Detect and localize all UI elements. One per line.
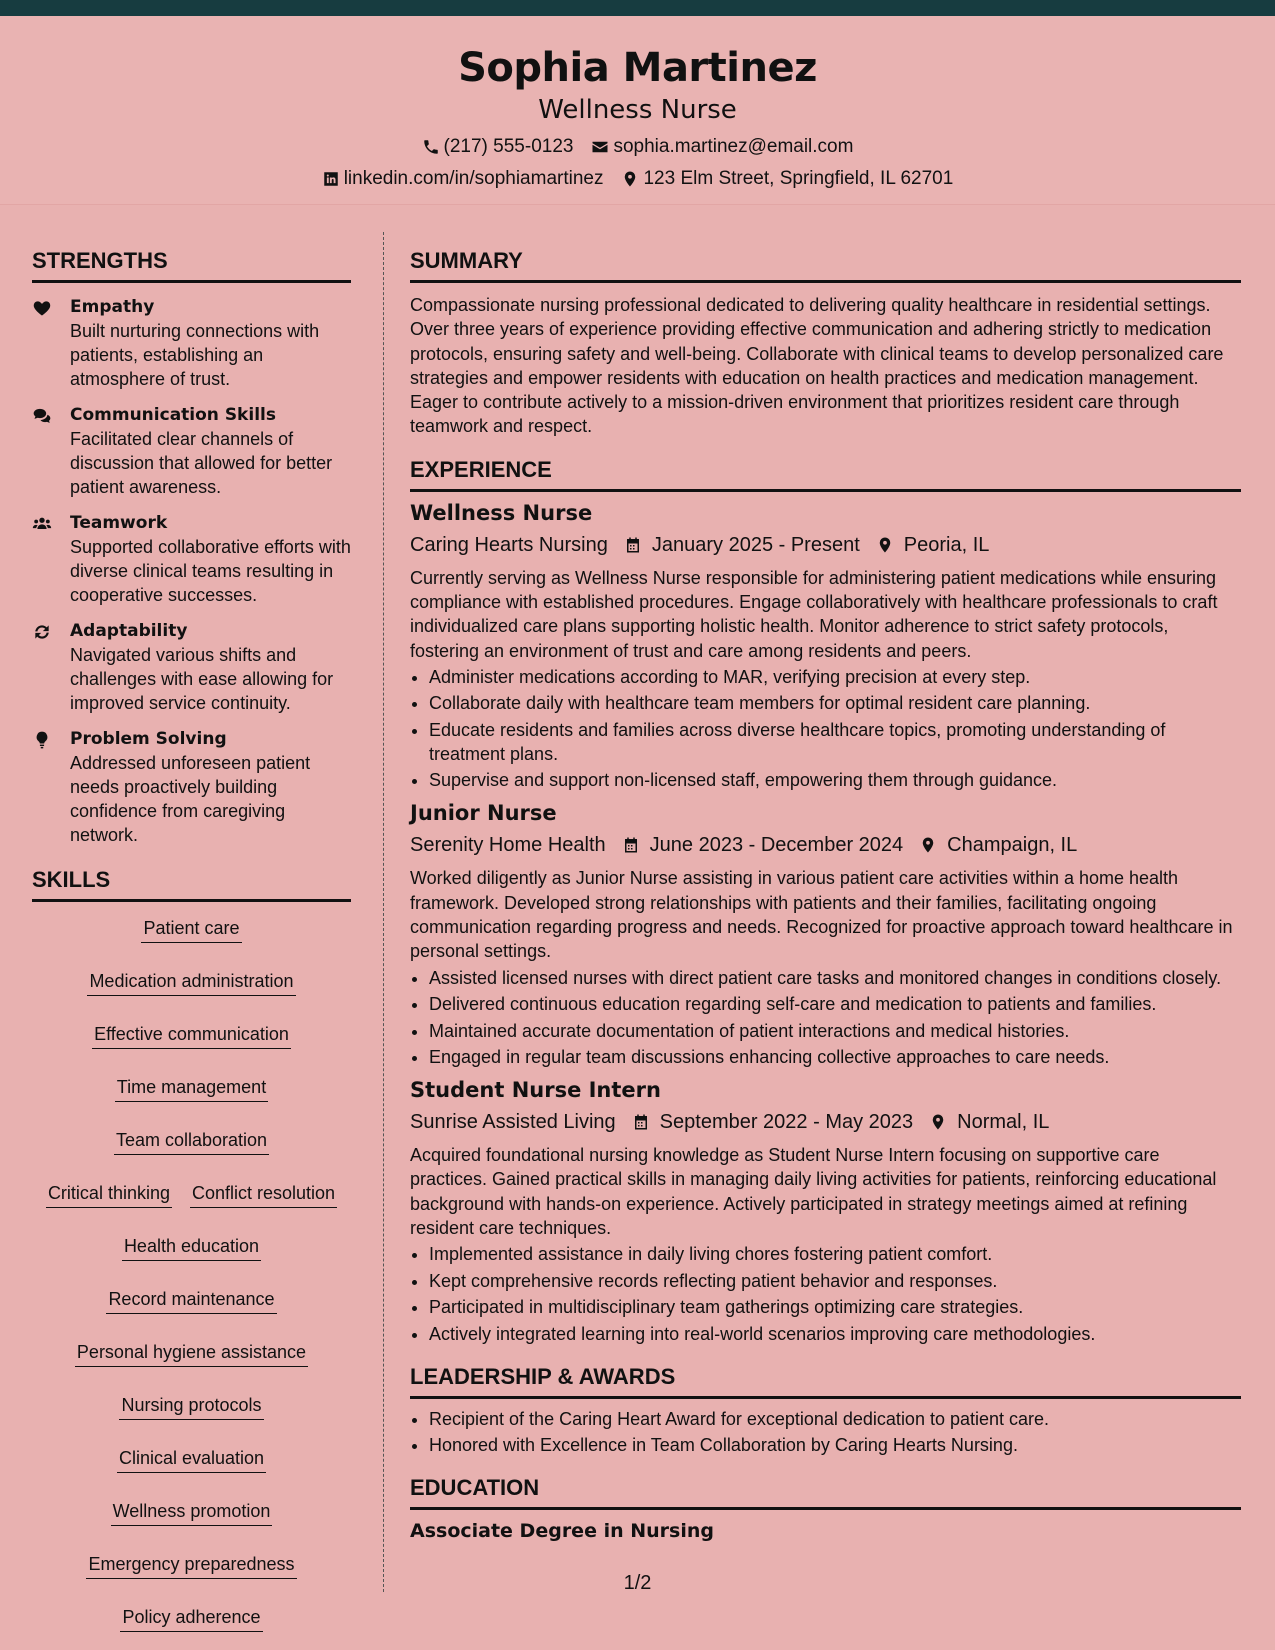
job-description: Acquired foundational nursing knowledge as Student Nurse Intern focusing on supportive care practices. Gained practical skills in managing daily living activities for patients, reinforcing educational background with hands-on experience. Actively participated in strategy meetings aimed at refining resident care techniques. (410, 1145, 1217, 1239)
skill-tag: Wellness promotion (111, 1499, 273, 1526)
address-text: 123 Elm Street, Springfield, IL 62701 (643, 168, 954, 189)
experience-heading: EXPERIENCE (410, 457, 1241, 492)
page-number: 1/2 (623, 1572, 652, 1594)
calendar-icon (632, 1112, 650, 1132)
map-pin-icon (929, 1112, 947, 1132)
awards-list (410, 1407, 1241, 1458)
job-dates: June 2023 - December 2024 (649, 834, 904, 857)
job-company: Caring Hearts Nursing (410, 533, 608, 556)
candidate-name: Sophia Martinez (458, 45, 817, 91)
lightbulb-icon (32, 730, 52, 750)
comments-icon (32, 406, 52, 426)
strength-item (32, 727, 351, 847)
list-item: • Collaborate daily with healthcare team members for optimal resident care planning. (429, 691, 1241, 715)
job-entry (410, 800, 1241, 1069)
job-description: Currently serving as Wellness Nurse responsible for administering patient medications while ensuring compliance with established procedures. Engage collaboratively with healthcare professionals to craft individualized care plans supporting holistic health. Monitor adherence to strict safety protocols, fostering an environment of trust and care among residents and peers. (410, 567, 1218, 661)
map-pin-icon (919, 835, 937, 855)
strength-item (32, 511, 351, 607)
strength-item (32, 619, 351, 715)
calendar-icon (622, 835, 640, 855)
job-bullets (410, 1242, 1241, 1346)
list-item: • Kept comprehensive records reflecting patient behavior and responses. (429, 1269, 1241, 1293)
job-title: Wellness Nurse (410, 500, 593, 525)
left-column (32, 232, 351, 1632)
linkedin-link[interactable]: linkedin.com/in/sophiamartinez (343, 168, 604, 189)
job-title: Junior Nurse (410, 801, 557, 826)
job-entry (410, 500, 1241, 793)
contact-email (591, 136, 853, 158)
heart-icon (32, 298, 52, 318)
job-bullets (410, 665, 1241, 793)
job-location: Champaign, IL (947, 834, 1078, 857)
strength-desc: Supported collaborative efforts with diverse clinical teams resulting in cooperative successes. (70, 537, 351, 605)
strength-desc: Built nurturing connections with patients, establishing an atmosphere of trust. (70, 321, 320, 389)
map-pin-icon (621, 170, 639, 188)
skills-list (32, 916, 351, 1632)
list-item: • Supervise and support non-licensed staff, empowering them through guidance. (429, 768, 1241, 792)
top-bar (0, 0, 1275, 16)
strength-desc: Navigated various shifts and challenges with ease allowing for improved service continuity. (70, 645, 334, 713)
refresh-icon (32, 622, 52, 642)
calendar-icon (624, 535, 642, 555)
summary-heading: SUMMARY (410, 248, 1241, 283)
education-heading: EDUCATION (410, 1475, 1241, 1510)
list-item: • Honored with Excellence in Team Collaboration by Caring Hearts Nursing. (429, 1433, 1241, 1457)
list-item: • Educate residents and families across diverse healthcare topics, promoting understanding of treatment plans. (429, 718, 1241, 766)
list-item: • Assisted licensed nurses with direct patient care tasks and monitored changes in conditions closely. (429, 966, 1241, 990)
strength-desc: Addressed unforeseen patient needs proactively building confidence from caregiving network. (70, 753, 311, 845)
education-degree: Associate Degree in Nursing (410, 1520, 714, 1543)
list-item: • Participated in multidisciplinary team gatherings optimizing care strategies. (429, 1295, 1241, 1319)
skill-tag: Policy adherence (120, 1605, 262, 1632)
skill-tag: Time management (115, 1075, 268, 1102)
linkedin-icon (322, 170, 340, 188)
strength-title: Communication Skills (70, 405, 276, 425)
skill-tag: Clinical evaluation (117, 1446, 266, 1473)
job-meta (410, 832, 1241, 858)
skill-tag: Effective communication (92, 1022, 291, 1049)
phone-text: (217) 555-0123 (443, 136, 574, 157)
job-location: Normal, IL (957, 1111, 1050, 1134)
job-dates: January 2025 - Present (651, 533, 860, 556)
list-item: • Maintained accurate documentation of patient interactions and medical histories. (429, 1019, 1241, 1043)
strength-title: Adaptability (70, 621, 188, 641)
job-company: Sunrise Assisted Living (410, 1111, 616, 1134)
list-item: • Administer medications according to MAR, verifying precision at every step. (429, 665, 1241, 689)
email-link[interactable]: sophia.martinez@email.com (613, 136, 854, 157)
contact-row-1 (0, 136, 1275, 158)
resume-header (0, 16, 1275, 205)
list-item: • Engaged in regular team discussions enhancing collective approaches to care needs. (429, 1045, 1241, 1069)
skills-heading: SKILLS (32, 867, 351, 902)
job-bullets (410, 966, 1241, 1070)
phone-icon (422, 138, 440, 156)
contact-address (621, 168, 953, 190)
job-meta (410, 1109, 1241, 1135)
summary-text: Compassionate nursing professional dedicated to delivering quality healthcare in residential settings. Over three years of experience providing effective communication and adhering strictly to medication protocols, ensuring safety and well-being. Collaborate with clinical teams to develop personalized care strategies and empower residents with education on health practices and medication management. Eager to contribute actively to a mission-driven environment that prioritizes resident care through teamwork and respect. (410, 295, 1224, 437)
list-item: • Delivered continuous education regarding self-care and medication to patients and families. (429, 992, 1241, 1016)
list-item: • Recipient of the Caring Heart Award for exceptional dedication to patient care. (429, 1407, 1241, 1431)
strength-item (32, 403, 351, 499)
job-location: Peoria, IL (903, 533, 990, 556)
list-item: • Actively integrated learning into real-world scenarios improving care methodologies. (429, 1322, 1241, 1346)
skill-tag: Record maintenance (106, 1287, 276, 1314)
strength-title: Empathy (70, 297, 155, 317)
strengths-heading: STRENGTHS (32, 248, 351, 283)
strength-title: Problem Solving (70, 729, 227, 749)
job-title: Student Nurse Intern (410, 1078, 661, 1103)
skill-tag: Medication administration (87, 969, 295, 996)
awards-heading: LEADERSHIP & AWARDS (410, 1364, 1241, 1399)
candidate-role: Wellness Nurse (538, 95, 737, 125)
strength-title: Teamwork (70, 513, 168, 533)
strength-desc: Facilitated clear channels of discussion that allowed for better patient awareness. (70, 429, 333, 497)
skill-tag: Critical thinking (46, 1181, 172, 1208)
skill-tag: Conflict resolution (190, 1181, 337, 1208)
skill-tag: Emergency preparedness (86, 1552, 296, 1579)
map-pin-icon (876, 535, 894, 555)
skill-tag: Health education (122, 1234, 261, 1261)
skill-tag: Personal hygiene assistance (75, 1340, 308, 1367)
list-item: • Implemented assistance in daily living chores fostering patient comfort. (429, 1242, 1241, 1266)
column-divider (383, 232, 384, 1592)
job-entry (410, 1077, 1241, 1346)
right-column (410, 232, 1241, 1544)
job-company: Serenity Home Health (410, 834, 606, 857)
job-meta (410, 532, 1241, 558)
contact-phone (422, 136, 574, 158)
users-icon (32, 514, 52, 534)
skill-tag: Team collaboration (114, 1128, 269, 1155)
job-dates: September 2022 - May 2023 (659, 1111, 914, 1134)
contact-row-2 (0, 168, 1275, 190)
contact-linkedin (322, 168, 604, 190)
strength-item (32, 295, 351, 391)
skill-tag: Nursing protocols (119, 1393, 263, 1420)
envelope-icon (591, 138, 609, 156)
skill-tag: Patient care (141, 916, 241, 943)
job-description: Worked diligently as Junior Nurse assisting in various patient care activities within a home health framework. Developed strong relationships with patients and their families, facilitating ongoing communication regarding progress and needs. Recognized for proactive approach toward healthcare in personal settings. (410, 868, 1233, 962)
